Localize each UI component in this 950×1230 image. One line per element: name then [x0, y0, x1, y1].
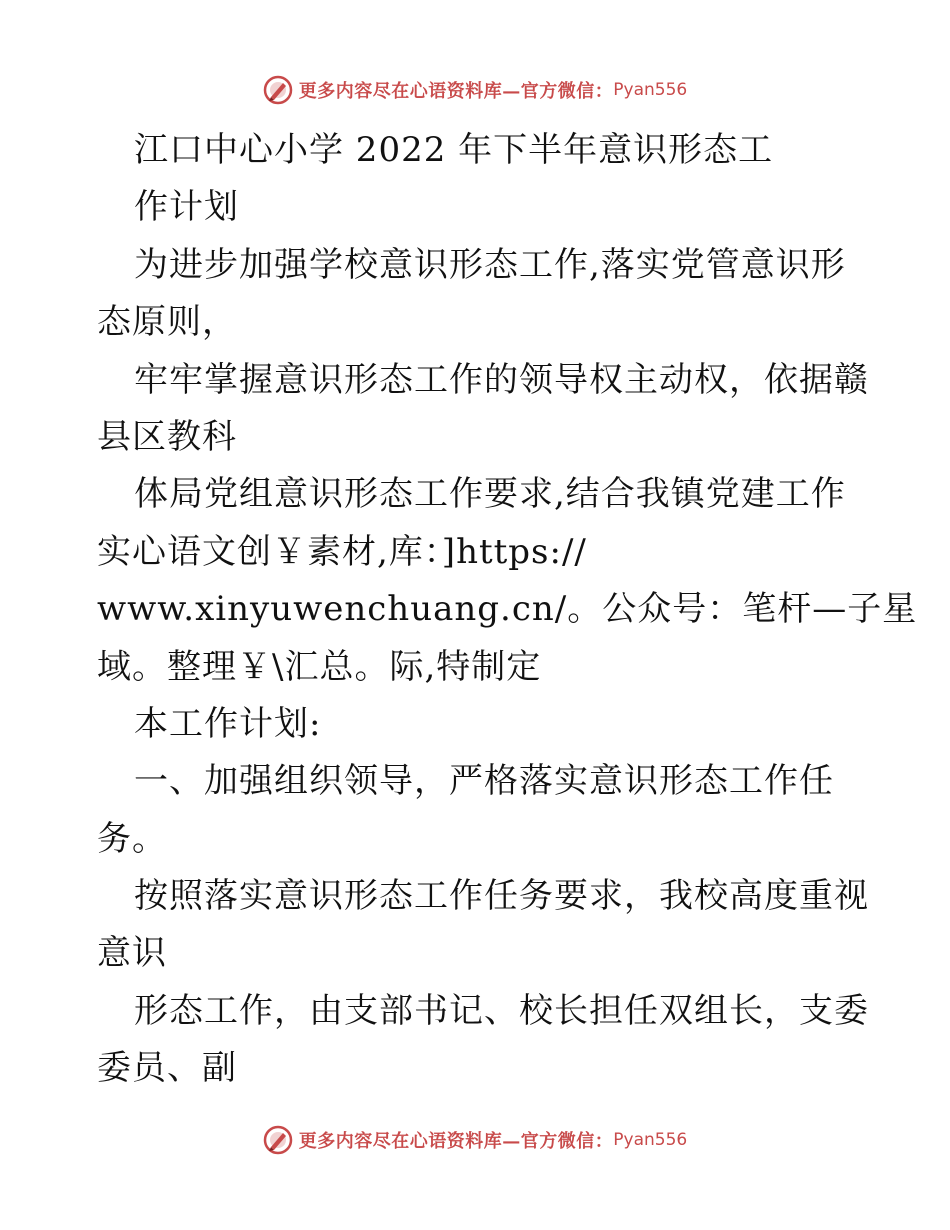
- footer-watermark-banner: [0, 1120, 950, 1160]
- footer-banner-account: Pyan556: [613, 1130, 688, 1150]
- footer-banner-text: 更多内容尽在心语资料库—官方微信：: [298, 1131, 614, 1152]
- paragraph-line: 态原则，: [97, 302, 237, 343]
- title-line-2: 作计划: [134, 187, 239, 228]
- paragraph-line: 域。整理￥\汇总。际,特制定: [97, 646, 542, 687]
- paragraph-line: 意识: [97, 933, 167, 974]
- paragraph-line: 委员、副: [97, 1048, 237, 1089]
- paragraph-line: 县区教科: [97, 416, 237, 457]
- paragraph-line: 按照落实意识形态工作任务要求，我校高度重视: [134, 876, 869, 917]
- paragraph-line: www.xinyuwenchuang.cn/。公众号：笔杆—子星: [97, 589, 918, 630]
- section-heading-line: 务。: [97, 818, 167, 859]
- header-watermark-banner: [0, 70, 950, 110]
- paragraph-line: 实心语文创￥素材,库：]https://: [97, 531, 587, 572]
- section-heading-line: 一、加强组织领导，严格落实意识形态工作任: [134, 761, 834, 802]
- title-line-1: 江口中心小学 2022 年下半年意识形态工: [134, 130, 774, 170]
- paragraph-line: 本工作计划:: [134, 703, 322, 744]
- paragraph-line: 牢牢掌握意识形态工作的领导权主动权，依据赣: [134, 359, 869, 400]
- paragraph-line: 为进步加强学校意识形态工作,落实党管意识形: [134, 244, 846, 285]
- pen-logo-icon: [263, 75, 293, 105]
- header-banner-account: Pyan556: [613, 80, 688, 100]
- pen-logo-icon: [263, 1125, 293, 1155]
- paragraph-line: 形态工作，由支部书记、校长担任双组长，支委: [134, 990, 869, 1031]
- paragraph-line: 体局党组意识形态工作要求,结合我镇党建工作: [134, 474, 846, 515]
- header-banner-text: 更多内容尽在心语资料库—官方微信：: [298, 81, 614, 102]
- document-body: [97, 122, 918, 1098]
